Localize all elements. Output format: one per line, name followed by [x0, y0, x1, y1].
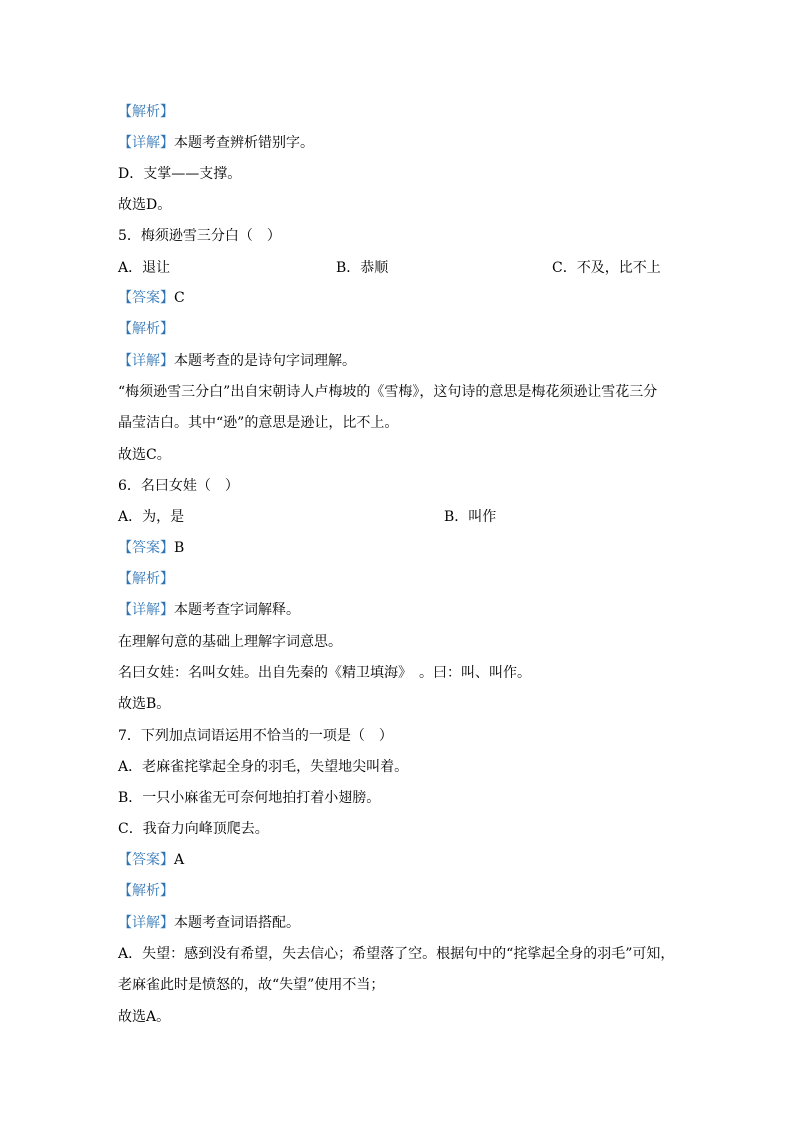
text-line: 故选D。 — [118, 197, 172, 213]
answer-line: 【答案】C — [118, 290, 185, 306]
detail-line: 【详解】本题考查辨析错别字。 — [118, 135, 314, 151]
detail-line: 【详解】本题考查的是诗句字词理解。 — [118, 353, 356, 369]
answer-line: 【答案】B — [118, 540, 185, 556]
detail-line: 【详解】本题考查字词解释。 — [118, 602, 300, 618]
text-line: 故选B。 — [118, 696, 171, 712]
analysis-heading: 【解析】 — [118, 104, 174, 120]
text-line: A．失望：感到没有希望，失去信心；希望落了空。根据句中的“挓挲起全身的羽毛”可知， — [118, 946, 675, 962]
q5-option-c: C．不及，比不上 — [552, 260, 661, 276]
analysis-heading: 【解析】 — [118, 321, 174, 337]
text-line: D．支掌——支撑。 — [118, 166, 242, 182]
q7-option-b: B．一只小麻雀无可奈何地拍打着小翅膀。 — [118, 790, 381, 806]
q5-option-b: B．恭顺 — [336, 260, 389, 276]
q7-option-c: C．我奋力向峰顶爬去。 — [118, 821, 269, 837]
q6-option-a: A．为，是 — [118, 509, 185, 525]
analysis-heading: 【解析】 — [118, 883, 174, 899]
analysis-heading: 【解析】 — [118, 571, 174, 587]
text-line: 名曰女娃：名叫女娃。出自先秦的《精卫填海》 。曰：叫、叫作。 — [118, 665, 531, 681]
question-6: 6．名曰女娃（ ） — [118, 478, 239, 494]
detail-line: 【详解】本题考查词语搭配。 — [118, 915, 300, 931]
text-line: 在理解句意的基础上理解字词意思。 — [118, 634, 342, 650]
q6-option-b: B．叫作 — [444, 509, 497, 525]
text-line: “梅须逊雪三分白”出自宋朝诗人卢梅坡的《雪梅》，这句诗的意思是梅花须逊让雪花三分 — [118, 384, 658, 400]
q7-option-a: A．老麻雀挓挲起全身的羽毛，失望地尖叫着。 — [118, 759, 409, 775]
question-7: 7．下列加点词语运用不恰当的一项是（ ） — [118, 728, 393, 744]
text-line: 老麻雀此时是愤怒的，故“失望”使用不当； — [118, 977, 385, 993]
text-line: 故选A。 — [118, 1009, 171, 1025]
text-line: 故选C。 — [118, 447, 171, 463]
answer-line: 【答案】A — [118, 852, 185, 868]
q5-option-a: A．退让 — [118, 260, 171, 276]
question-5: 5．梅须逊雪三分白（ ） — [118, 228, 281, 244]
text-line: 晶莹洁白。其中“逊”的意思是逊让，比不上。 — [118, 415, 399, 431]
